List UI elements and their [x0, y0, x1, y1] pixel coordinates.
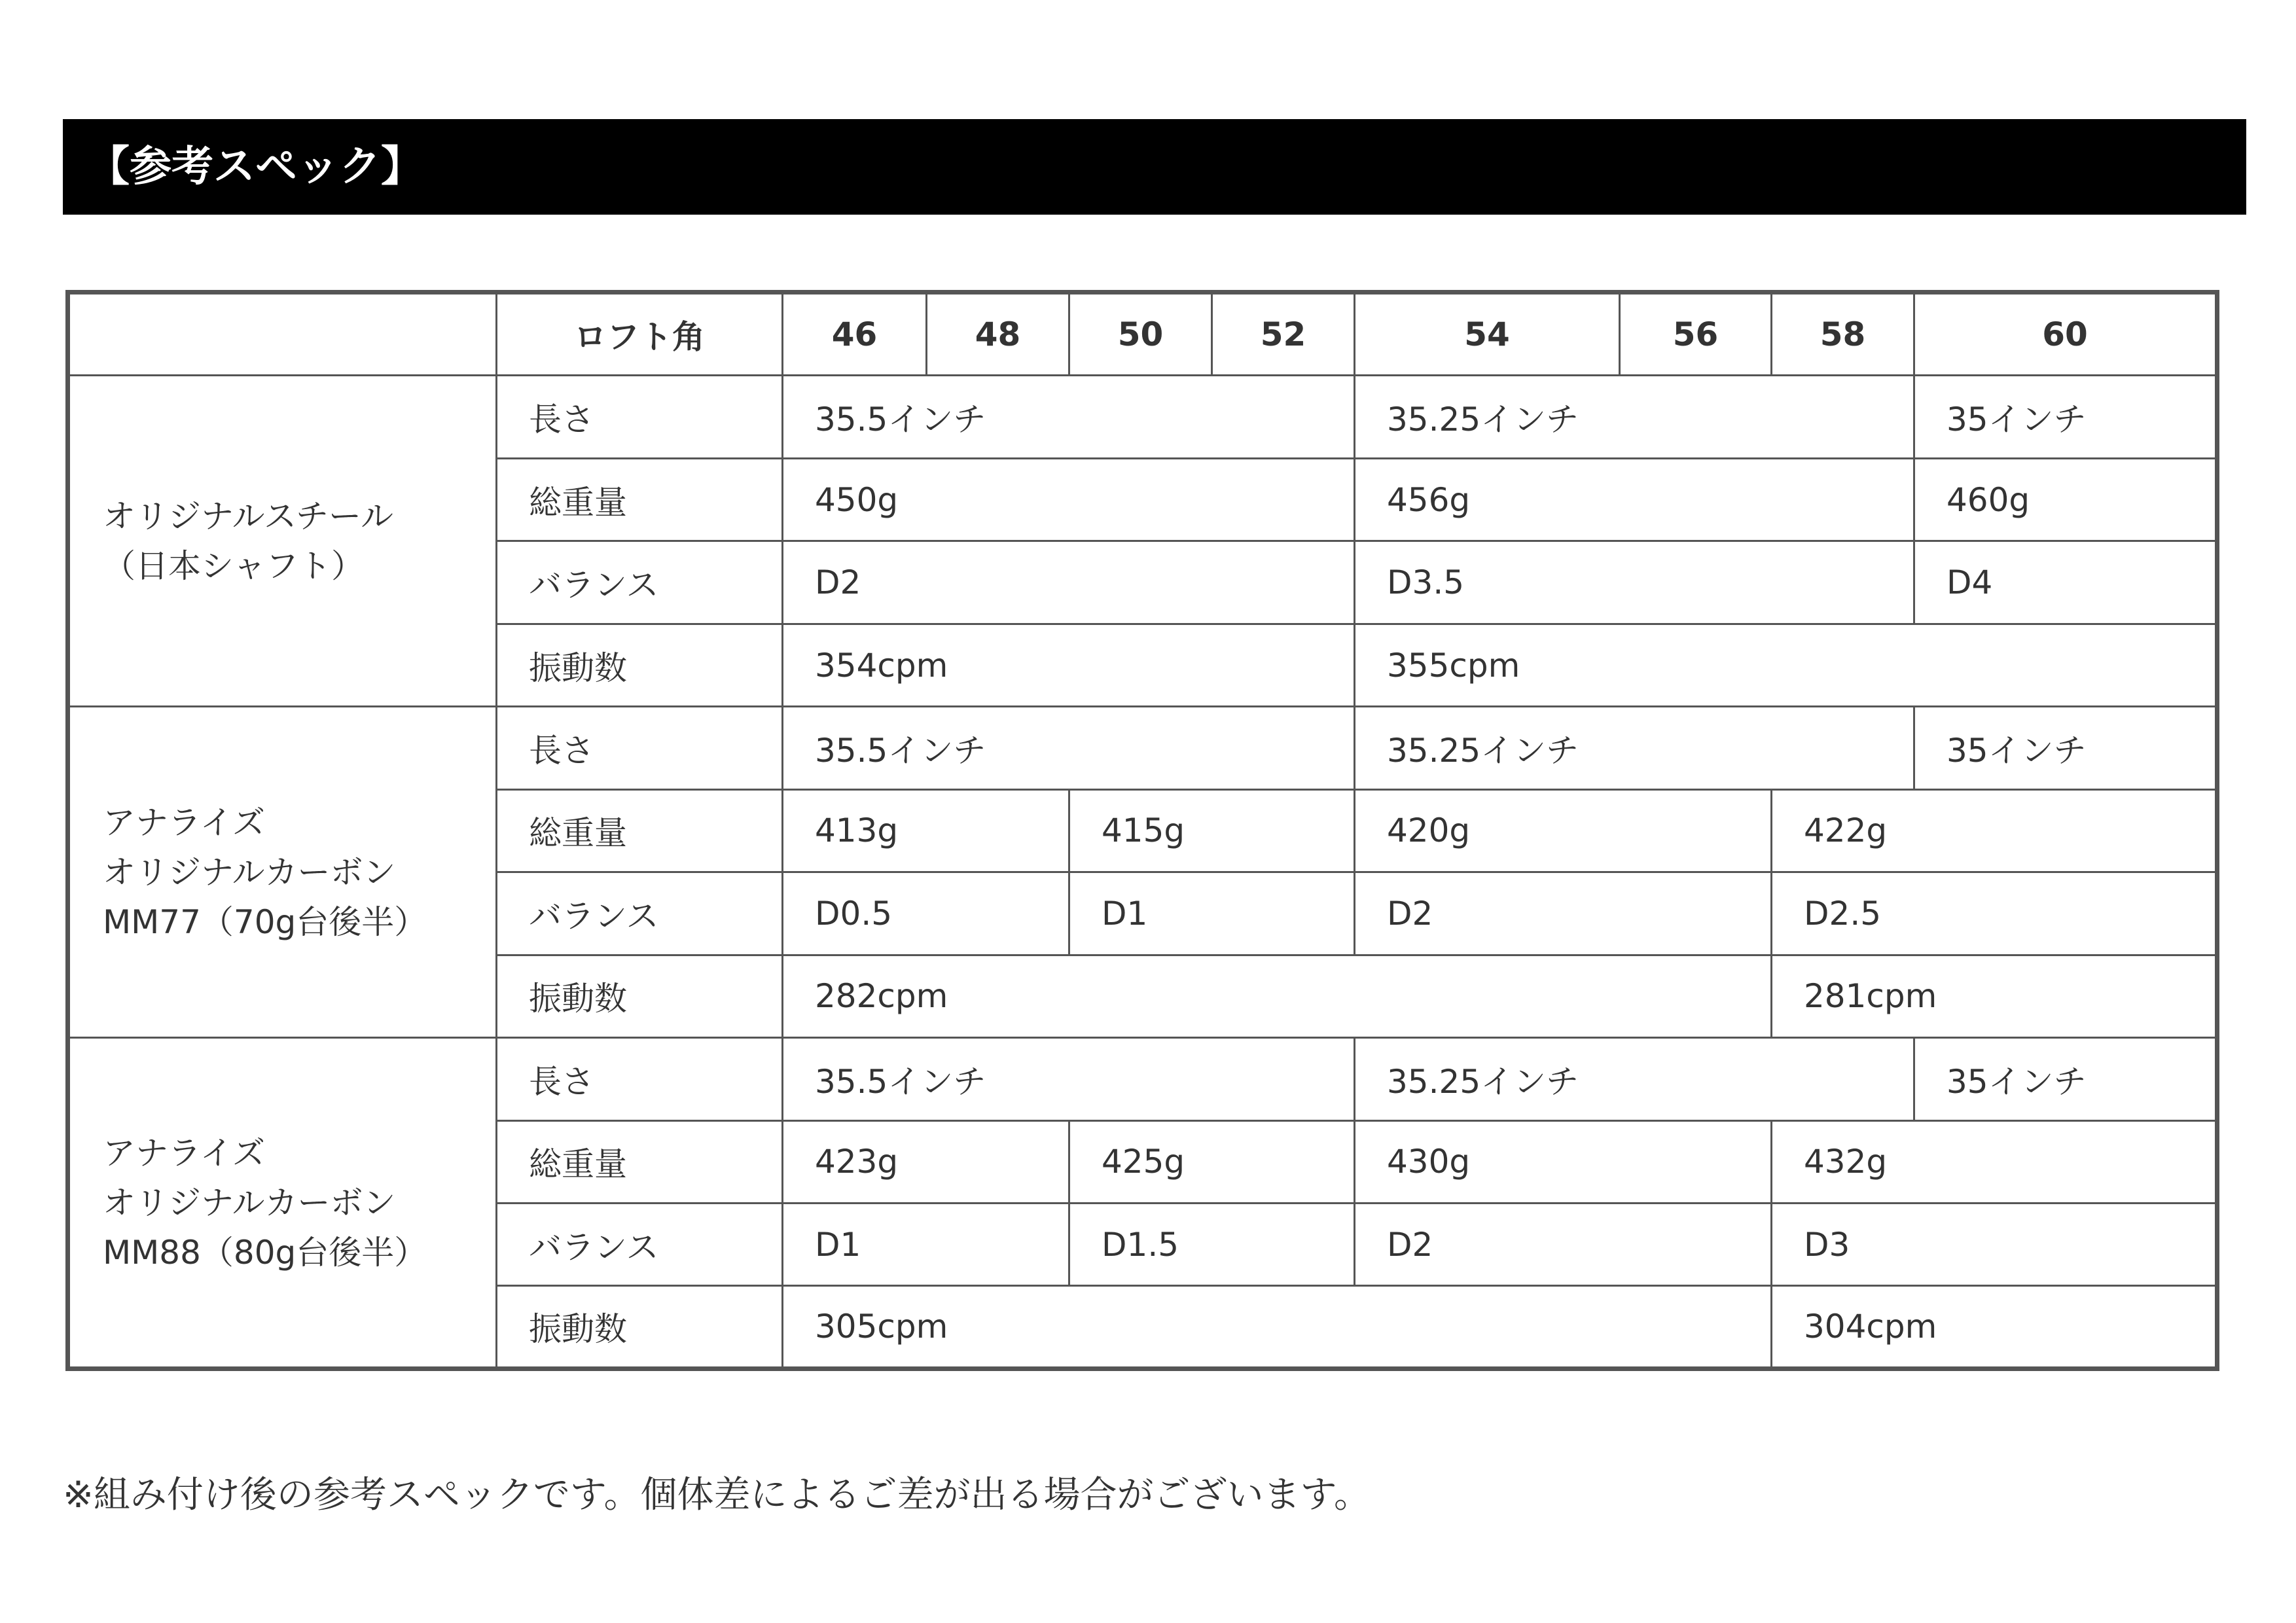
- loft-header: 58: [1772, 293, 1914, 376]
- spec-cell: D4: [1914, 541, 2217, 624]
- spec-cell: 304cpm: [1772, 1286, 2217, 1369]
- spec-cell: 450g: [783, 458, 1355, 541]
- footnote: ※組み付け後の参考スペックです。個体差によるご差が出る場合がございます。: [63, 1474, 1371, 1516]
- spec-cell: 35.5インチ: [783, 376, 1355, 458]
- spec-cell: 432g: [1772, 1120, 2217, 1203]
- spec-cell: 354cpm: [783, 624, 1355, 706]
- spec-cell: D2: [1355, 872, 1772, 955]
- spec-cell: 35.5インチ: [783, 1038, 1355, 1120]
- spec-cell: 420g: [1355, 789, 1772, 872]
- spec-cell: D1: [1069, 872, 1355, 955]
- spec-cell: 282cpm: [783, 955, 1772, 1037]
- spec-cell: 35インチ: [1914, 376, 2217, 458]
- table-row: [68, 376, 2217, 458]
- loft-header: 52: [1212, 293, 1355, 376]
- spec-cell: D1.5: [1069, 1204, 1355, 1286]
- shaft-name-line: MM88（80g台後半）: [103, 1233, 427, 1272]
- title-bar: [63, 119, 2246, 215]
- spec-cell: 415g: [1069, 789, 1355, 872]
- table-row: [68, 1038, 2217, 1120]
- shaft-name-cell: [68, 707, 497, 1038]
- spec-cell: 425g: [1069, 1120, 1355, 1203]
- spec-cell: D2: [783, 541, 1355, 624]
- row-label-length: 長さ: [497, 376, 783, 458]
- spec-cell: 281cpm: [1772, 955, 2217, 1037]
- shaft-name-line: アナライズ: [103, 1133, 265, 1172]
- corner-cell: [68, 293, 497, 376]
- spec-cell: D2.5: [1772, 872, 2217, 955]
- spec-cell: 413g: [783, 789, 1069, 872]
- loft-header: 50: [1069, 293, 1212, 376]
- spec-cell: 355cpm: [1355, 624, 2217, 706]
- spec-cell: 35.25インチ: [1355, 707, 1914, 789]
- row-label-weight: 総重量: [497, 1120, 783, 1203]
- table-row: [68, 707, 2217, 789]
- page-title: 【参考スペック】: [88, 143, 423, 191]
- shaft-name-cell: [68, 1038, 497, 1369]
- row-label-balance: バランス: [497, 872, 783, 955]
- spec-cell: 35.5インチ: [783, 707, 1355, 789]
- loft-angle-header: ロフト角: [497, 293, 783, 376]
- shaft-name-line: オリジナルカーボン: [103, 853, 396, 891]
- shaft-name-line: オリジナルスチール: [103, 497, 393, 535]
- shaft-name-line: アナライズ: [103, 803, 265, 842]
- spec-cell: 35インチ: [1914, 1038, 2217, 1120]
- spec-cell: 422g: [1772, 789, 2217, 872]
- spec-cell: D1: [783, 1204, 1069, 1286]
- shaft-name-line: （日本シャフト）: [103, 546, 364, 585]
- row-label-weight: 総重量: [497, 458, 783, 541]
- spec-cell: 430g: [1355, 1120, 1772, 1203]
- row-label-frequency: 振動数: [497, 624, 783, 706]
- spec-cell: D3: [1772, 1204, 2217, 1286]
- spec-table: [65, 290, 2219, 1371]
- loft-header: 46: [783, 293, 927, 376]
- loft-header: 56: [1620, 293, 1772, 376]
- spec-cell: D3.5: [1355, 541, 1914, 624]
- spec-cell: 460g: [1914, 458, 2217, 541]
- table-header-row: [68, 293, 2217, 376]
- loft-header: 60: [1914, 293, 2217, 376]
- spec-cell: 456g: [1355, 458, 1914, 541]
- row-label-balance: バランス: [497, 1204, 783, 1286]
- spec-cell: D2: [1355, 1204, 1772, 1286]
- row-label-balance: バランス: [497, 541, 783, 624]
- shaft-name-line: MM77（70g台後半）: [103, 902, 427, 941]
- row-label-weight: 総重量: [497, 789, 783, 872]
- spec-cell: 35.25インチ: [1355, 376, 1914, 458]
- row-label-frequency: 振動数: [497, 955, 783, 1037]
- spec-cell: D0.5: [783, 872, 1069, 955]
- row-label-length: 長さ: [497, 707, 783, 789]
- spec-cell: 35インチ: [1914, 707, 2217, 789]
- spec-cell: 35.25インチ: [1355, 1038, 1914, 1120]
- row-label-frequency: 振動数: [497, 1286, 783, 1369]
- shaft-name-cell: [68, 376, 497, 707]
- shaft-name-line: オリジナルカーボン: [103, 1183, 396, 1222]
- spec-cell: 423g: [783, 1120, 1069, 1203]
- loft-header: 54: [1355, 293, 1620, 376]
- row-label-length: 長さ: [497, 1038, 783, 1120]
- loft-header: 48: [927, 293, 1069, 376]
- spec-cell: 305cpm: [783, 1286, 1772, 1369]
